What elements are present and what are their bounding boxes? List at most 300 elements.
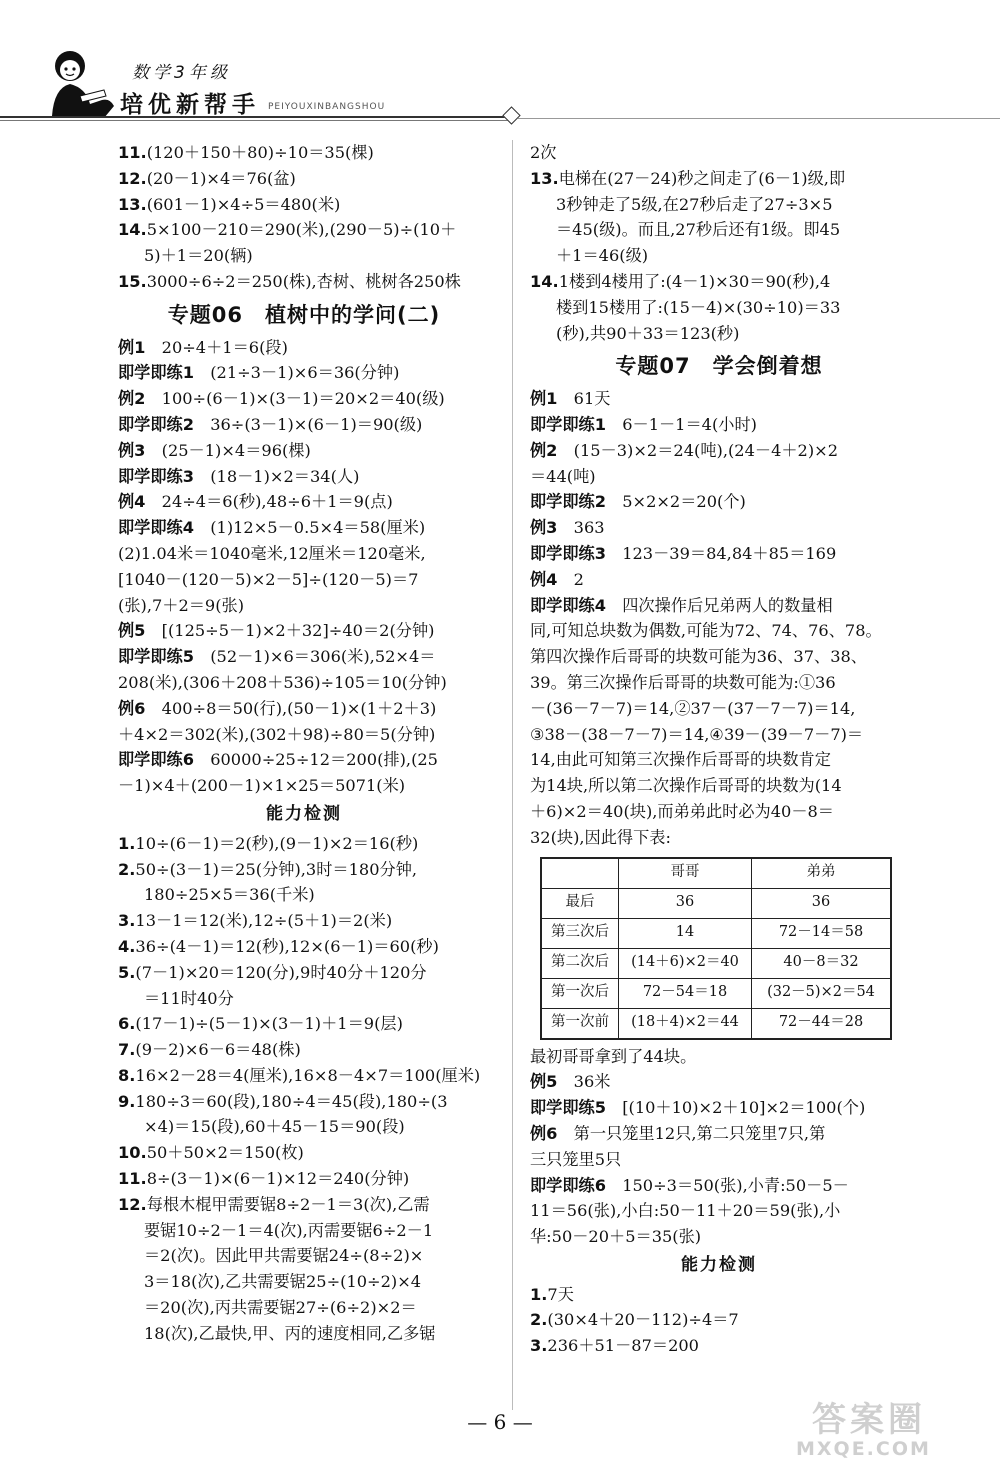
answer-text: 四次操作后兄弟两人的数量相 (622, 595, 833, 615)
answer-line (118, 386, 490, 412)
table-row (541, 888, 891, 918)
item-label: 例6 (118, 698, 162, 718)
example-item (530, 1173, 908, 1250)
answer-text: 2 (573, 569, 584, 589)
answer-line (530, 1147, 908, 1173)
answer-text: 20÷4＋1＝6(段) (161, 337, 288, 357)
book-title-pinyin: PEIYOUXINBANGSHOU (268, 102, 386, 112)
answer-line (118, 1166, 490, 1192)
item-number: 15. (118, 271, 147, 291)
table-cell: 最后 (541, 888, 619, 918)
answer-line (118, 541, 490, 567)
answer-text: (7－1)×20＝120(分),9时40分＋120分 (135, 962, 427, 982)
example-item (118, 644, 490, 696)
answer-text: (20－1)×4＝76(盆) (146, 168, 296, 188)
example-item (118, 335, 490, 361)
student-reading-logo-icon (40, 44, 120, 122)
answer-text: (18－1)×2＝34(人) (210, 466, 360, 486)
item-label: 即学即练2 (118, 414, 211, 434)
answer-line (118, 567, 490, 593)
answer-text: (25－1)×4＝96(棵) (161, 440, 311, 460)
example-item (118, 747, 490, 799)
answer-line (530, 1333, 908, 1359)
item-label: 即学即练1 (118, 363, 211, 383)
test-item (118, 1011, 490, 1037)
answer-text: ＝2(次)。因此甲共需要锯24÷(8÷2)× (144, 1246, 424, 1266)
table-cell: (14＋6)×2＝40 (619, 948, 752, 978)
item-number: 13. (530, 168, 559, 188)
item-label: 即学即练3 (118, 466, 211, 486)
answer-text: 24÷4＝6(秒),48÷6＋1＝9(点) (161, 492, 393, 512)
test-item (530, 1307, 908, 1333)
answer-text: －1)×4＋(200－1)×1×25＝5071(米) (118, 776, 406, 796)
answer-text: (601－1)×4÷5＝480(米) (146, 194, 341, 214)
answer-line (530, 438, 908, 464)
item-label: 例2 (530, 440, 574, 460)
answer-line (530, 464, 908, 490)
answer-line (118, 1114, 490, 1140)
answer-line (118, 1089, 490, 1115)
item-number: 9. (118, 1091, 136, 1111)
answer-line (530, 722, 908, 748)
answer-text: 32(块),因此得下表: (530, 827, 671, 847)
answer-text: ＝44(吨) (530, 466, 596, 486)
answer-line (530, 192, 908, 218)
answer-text: 第四次操作后哥哥的块数可能为36、37、38、 (530, 647, 867, 667)
right-answer-list (530, 140, 908, 346)
item-label: 例5 (530, 1072, 574, 1092)
answer-line (118, 438, 490, 464)
answer-text: ③38－(38－7－7)＝14,④39－(39－7－7)＝ (530, 724, 864, 744)
test-item (118, 960, 490, 1012)
answer-text: 10÷(6－1)＝2(秒),(9－1)×2＝16(秒) (135, 833, 419, 853)
item-number: 12. (118, 168, 147, 188)
answer-text: ×4)＝15(段),60＋45－15＝90(段) (144, 1117, 405, 1137)
answer-line (118, 269, 490, 295)
answer-line (530, 593, 908, 619)
answer-text: (17－1)÷(5－1)×(3－1)＋1＝9(层) (135, 1014, 403, 1034)
answer-text: 华:50－20＋5＝35(张) (530, 1227, 702, 1247)
item-number: 14. (530, 271, 559, 291)
topic-06-heading: 专题06 植树中的学问(二) (167, 302, 441, 327)
example-item (530, 567, 908, 593)
answer-text: 7天 (547, 1284, 574, 1304)
answer-line (530, 295, 908, 321)
answer-text: 3＝18(次),乙共需要锯25÷(10÷2)×4 (144, 1272, 422, 1292)
answer-line (118, 192, 490, 218)
answer-text: 50÷(3－1)＝25(分钟),3时＝180分钟, (135, 859, 418, 879)
answer-text: [1040－(120－5)×2－5]÷(120－5)＝7 (118, 569, 419, 589)
answer-text: 100÷(6－1)×(3－1)＝20×2＝40(级) (161, 389, 445, 409)
answer-text: 1楼到4楼用了:(4－1)×30＝90(秒),4 (558, 271, 831, 291)
answer-text: (15－3)×2＝24(吨),(24－4＋2)×2 (573, 440, 839, 460)
answer-line (530, 541, 908, 567)
page-header (0, 0, 1000, 130)
answer-line (118, 1063, 490, 1089)
answer-text: 第一只笼里12只,第二只笼里7只,第 (573, 1123, 826, 1143)
item-label: 例4 (530, 569, 574, 589)
watermark-url: MXQE.COM (796, 1438, 931, 1460)
example-item (530, 1121, 908, 1173)
item-number: 12. (118, 1194, 147, 1214)
topic-07-examples-continued (530, 1069, 908, 1250)
example-item (118, 386, 490, 412)
table-cell: (32－5)×2＝54 (752, 978, 892, 1008)
ability-test-heading: 能力检测 (266, 803, 342, 824)
item-number: 6. (118, 1014, 136, 1034)
answer-line (530, 386, 908, 412)
answer-line (530, 489, 908, 515)
answer-line (118, 140, 490, 166)
answer-text: 要锯10÷2－1＝4(次),丙需要锯6÷2－1 (144, 1220, 434, 1240)
table-cell: 72－54＝18 (619, 978, 752, 1008)
answer-text: 400÷8＝50(行),(50－1)×(1＋2＋3) (161, 698, 437, 718)
item-number: 4. (118, 936, 136, 956)
item-label: 例3 (530, 518, 574, 538)
test-item (118, 1037, 490, 1063)
answer-line (530, 1224, 908, 1250)
answer-text: 13－1＝12(米),12÷(5＋1)＝2(米) (135, 911, 393, 931)
test-item (118, 1089, 490, 1141)
answer-line (530, 1307, 908, 1333)
answer-line (118, 960, 490, 986)
item-number: 5. (118, 962, 136, 982)
item-number: 7. (118, 1040, 136, 1060)
answer-text: (1)12×5－0.5×4＝58(厘米) (210, 518, 426, 538)
table-header-cell: 弟弟 (752, 858, 892, 889)
answer-item (118, 140, 490, 166)
answer-line (530, 269, 908, 295)
example-item (530, 515, 908, 541)
topic-07-heading: 专题07 学会倒着想 (615, 354, 823, 379)
item-label: 例6 (530, 1123, 574, 1143)
answer-text: 60000÷25÷12＝200(排),(25 (210, 750, 438, 770)
answer-text: 18(次),乙最快,甲、丙的速度相同,乙多锯 (144, 1323, 436, 1343)
answer-line (530, 1173, 908, 1199)
answer-line (118, 773, 490, 799)
answer-text: ＋4×2＝302(米),(302＋98)÷80＝5(分钟) (118, 724, 436, 744)
header-rule (0, 116, 508, 118)
answer-text: ＋6)×2＝40(块),而弟弟此时必为40－8＝ (530, 801, 834, 821)
topic-06-examples (118, 335, 490, 799)
answer-line (118, 1192, 490, 1218)
answer-text: 5)＋1＝20(辆) (144, 246, 253, 266)
answer-line (118, 986, 490, 1012)
answer-text: (秒),共90＋33＝123(秒) (556, 323, 740, 343)
answer-text: (21÷3－1)×6＝36(分钟) (210, 363, 400, 383)
answer-text: 208(米),(306＋208＋536)÷105＝10(分钟) (118, 672, 447, 692)
answer-line (530, 321, 908, 347)
item-label: 例3 (118, 440, 162, 460)
answer-text: (52－1)×6＝306(米),52×4＝ (210, 647, 436, 667)
test-item (530, 1282, 908, 1308)
table-cell: 14 (619, 918, 752, 948)
table-row (541, 978, 891, 1008)
test-item (530, 1333, 908, 1359)
item-label: 即学即练5 (118, 647, 211, 667)
answer-text: －(36－7－7)＝14,②37－(37－7－7)＝14, (530, 698, 856, 718)
answer-line (118, 1295, 490, 1321)
example-item (118, 515, 490, 618)
answer-line (530, 696, 908, 722)
item-label: 即学即练1 (530, 414, 623, 434)
answer-text: ＝11时40分 (144, 988, 234, 1008)
answer-item (118, 192, 490, 218)
column-divider (512, 140, 513, 1410)
answer-line (530, 644, 908, 670)
answer-line (530, 515, 908, 541)
item-number: 11. (118, 1169, 147, 1189)
example-item (530, 541, 908, 567)
table-cell: 36 (752, 888, 892, 918)
item-label: 即学即练4 (118, 518, 211, 538)
test-item (118, 857, 490, 909)
right-column (530, 140, 908, 1359)
table-cell: 第一次前 (541, 1008, 619, 1039)
answer-text: 236＋51－87＝200 (547, 1336, 699, 1356)
answer-line (118, 489, 490, 515)
answer-line (118, 618, 490, 644)
page-number: — 6 — (467, 1410, 533, 1434)
book-subtitle: 数学3年级 (132, 63, 231, 83)
example-item (530, 489, 908, 515)
answer-text: 50＋50×2＝150(枚) (146, 1143, 304, 1163)
item-number: 1. (530, 1284, 548, 1304)
item-label: 例5 (118, 621, 162, 641)
answer-line (118, 747, 490, 773)
answer-text: 36米 (573, 1072, 611, 1092)
answer-text: 8÷(3－1)×(6－1)×12＝240(分钟) (146, 1169, 410, 1189)
item-number: 14. (118, 220, 147, 240)
answer-text: 36÷(3－1)×(6－1)＝90(级) (210, 414, 423, 434)
answer-line (118, 217, 490, 243)
answer-line (530, 799, 908, 825)
answer-item (530, 166, 908, 269)
answer-line (118, 696, 490, 722)
answer-line (118, 166, 490, 192)
answer-line (118, 1269, 490, 1295)
answer-text: 5×2×2＝20(个) (622, 492, 746, 512)
example-item (118, 412, 490, 438)
test-item (118, 1063, 490, 1089)
table-row (541, 948, 891, 978)
answer-line (118, 908, 490, 934)
answer-line (530, 747, 908, 773)
answer-line (530, 412, 908, 438)
example-item (530, 438, 908, 490)
answer-line (118, 722, 490, 748)
answer-text: 61天 (573, 389, 611, 409)
answer-line (118, 1011, 490, 1037)
answer-text: 123－39＝84,84＋85＝169 (622, 543, 837, 563)
item-number: 8. (118, 1065, 136, 1085)
example-item (118, 618, 490, 644)
answer-text: 电梯在(27－24)秒之间走了(6－1)级,即 (558, 168, 846, 188)
table-cell: 72－44＝28 (752, 1008, 892, 1039)
answer-text: 楼到15楼用了:(15－4)×(30÷10)＝33 (556, 297, 841, 317)
answer-line (530, 217, 908, 243)
test-item (118, 1140, 490, 1166)
item-number: 11. (118, 143, 147, 162)
answer-line (118, 243, 490, 269)
answer-line (530, 825, 908, 851)
left-answer-list (118, 140, 490, 295)
answer-item (118, 217, 490, 269)
table-cell: 第三次后 (541, 918, 619, 948)
item-label: 例1 (118, 337, 162, 357)
answer-text: 180÷3＝60(段),180÷4＝45(段),180÷(3 (135, 1091, 448, 1111)
item-label: 即学即练6 (530, 1175, 623, 1195)
item-label: 即学即练6 (118, 750, 211, 770)
ability-test-answers-2 (530, 1282, 908, 1359)
watermark-text: 答案圈 (812, 1400, 926, 1440)
answer-line (118, 882, 490, 908)
answer-text: (9－2)×6－6＝48(株) (135, 1040, 301, 1060)
table-header-row (541, 858, 891, 889)
header-diamond-ornament (502, 106, 520, 124)
item-label: 例4 (118, 492, 162, 512)
answer-line (530, 1095, 908, 1121)
item-label: 即学即练4 (530, 595, 623, 615)
answer-text: 3000÷6÷2＝250(株),杏树、桃树各250株 (146, 271, 461, 291)
example-item (530, 412, 908, 438)
test-item (118, 934, 490, 960)
answer-text: 11＝56(张),小白:50－11＋20＝59(张),小 (530, 1201, 841, 1221)
answer-line (530, 140, 908, 166)
example-item (530, 593, 908, 851)
answer-text: ＝20(次),丙共需要锯27÷(6÷2)×2＝ (144, 1298, 417, 1318)
table-cell: 72－14＝58 (752, 918, 892, 948)
answer-text: ＝45(级)。而且,27秒后还有1级。即45 (556, 220, 841, 240)
item-number: 2. (530, 1310, 548, 1330)
answer-text: 6－1－1＝4(小时) (622, 414, 757, 434)
example-item (530, 1069, 908, 1095)
answer-text: (2)1.04米＝1040毫米,12厘米＝120毫米, (118, 543, 426, 563)
item-label: 例1 (530, 389, 574, 409)
table-row (541, 1008, 891, 1039)
answer-item (530, 269, 908, 346)
ability-test-answers (118, 831, 490, 1347)
answer-line (530, 1198, 908, 1224)
answer-text: 同,可知总块数为偶数,可能为72、74、76、78。 (530, 621, 882, 641)
answer-line (530, 166, 908, 192)
answer-text: 16×2－28＝4(厘米),16×8－4×7＝100(厘米) (135, 1065, 481, 1085)
test-item (118, 1192, 490, 1347)
answer-line (530, 1069, 908, 1095)
table-header-cell (541, 858, 619, 889)
answer-text: (张),7＋2＝9(张) (118, 595, 245, 615)
header-rule-thin (0, 120, 508, 121)
item-label: 例2 (118, 389, 162, 409)
answer-text: 为14块,所以第二次操作后哥哥的块数为(14 (530, 776, 842, 796)
answer-text: 363 (573, 518, 605, 538)
answer-text: 39。第三次操作后哥哥的块数可能为:①36 (530, 672, 836, 692)
answer-text: 150÷3＝50(张),小青:50－5－ (622, 1175, 849, 1195)
answer-text: (120＋150＋80)÷10＝35(棵) (146, 143, 374, 162)
answer-text: 36÷(4－1)＝12(秒),12×(6－1)＝60(秒) (135, 936, 439, 956)
answer-text: [(125÷5－1)×2＋32]÷40＝2(分钟) (161, 621, 435, 641)
table-header-cell: 哥哥 (619, 858, 752, 889)
watermark-logo (790, 1392, 990, 1464)
ability-test-heading-2: 能力检测 (681, 1254, 757, 1275)
answer-line (530, 618, 908, 644)
test-item (118, 1166, 490, 1192)
answer-line (530, 567, 908, 593)
answer-text: 3秒钟走了5级,在27秒后走了27÷3×5 (556, 194, 833, 214)
table-cell: 36 (619, 888, 752, 918)
answer-text: 180÷25×5＝36(千米) (144, 885, 315, 905)
answer-line (118, 934, 490, 960)
answer-item (118, 166, 490, 192)
topic-07-examples (530, 386, 908, 850)
table-cell: 第二次后 (541, 948, 619, 978)
item-number: 2. (118, 859, 136, 879)
example-item (118, 489, 490, 515)
left-column (118, 140, 490, 1347)
book-title: 培优新帮手 (120, 92, 260, 118)
answer-line (118, 464, 490, 490)
answer-line (530, 670, 908, 696)
example-item (530, 1095, 908, 1121)
brothers-blocks-table (540, 857, 892, 1040)
answer-line (530, 1282, 908, 1308)
test-item (118, 831, 490, 857)
test-item (118, 908, 490, 934)
item-label: 即学即练2 (530, 492, 623, 512)
answer-text: 2次 (530, 143, 557, 162)
item-label: 即学即练3 (530, 543, 623, 563)
item-number: 3. (118, 911, 136, 931)
answer-item (530, 140, 908, 166)
example-item (118, 464, 490, 490)
answer-line (118, 1243, 490, 1269)
answer-text: 5×100－210＝290(米),(290－5)÷(10＋ (146, 220, 457, 240)
answer-text: [(10＋10)×2＋10]×2＝100(个) (622, 1098, 866, 1118)
answer-text: ＋1＝46(级) (556, 246, 649, 266)
table-cell: (18＋4)×2＝44 (619, 1008, 752, 1039)
example-item (118, 696, 490, 748)
table-row (541, 918, 891, 948)
answer-text: 14,由此可知第三次操作后哥哥的块数肯定 (530, 750, 831, 770)
item-number: 3. (530, 1336, 548, 1356)
answer-text: 每根木棍甲需要锯8÷2－1＝3(次),乙需 (146, 1194, 430, 1214)
item-number: 10. (118, 1143, 147, 1163)
answer-line (118, 335, 490, 361)
answer-line (118, 412, 490, 438)
item-number: 1. (118, 833, 136, 853)
answer-line (118, 644, 490, 670)
header-rule-right (518, 118, 1000, 119)
answer-line (118, 1037, 490, 1063)
answer-line (118, 515, 490, 541)
answer-line (118, 670, 490, 696)
item-label: 即学即练5 (530, 1098, 623, 1118)
answer-line (118, 593, 490, 619)
answer-item (118, 269, 490, 295)
item-number: 13. (118, 194, 147, 214)
example-item (530, 386, 908, 412)
table-cell: 40－8＝32 (752, 948, 892, 978)
answer-line (530, 243, 908, 269)
answer-line (118, 1321, 490, 1347)
table-conclusion: 最初哥哥拿到了44块。 (530, 1046, 697, 1066)
example-item (118, 360, 490, 386)
answer-text: (30×4＋20－112)÷4＝7 (547, 1310, 739, 1330)
answer-line (530, 1121, 908, 1147)
answer-line (530, 773, 908, 799)
answer-line (118, 857, 490, 883)
example-item (118, 438, 490, 464)
